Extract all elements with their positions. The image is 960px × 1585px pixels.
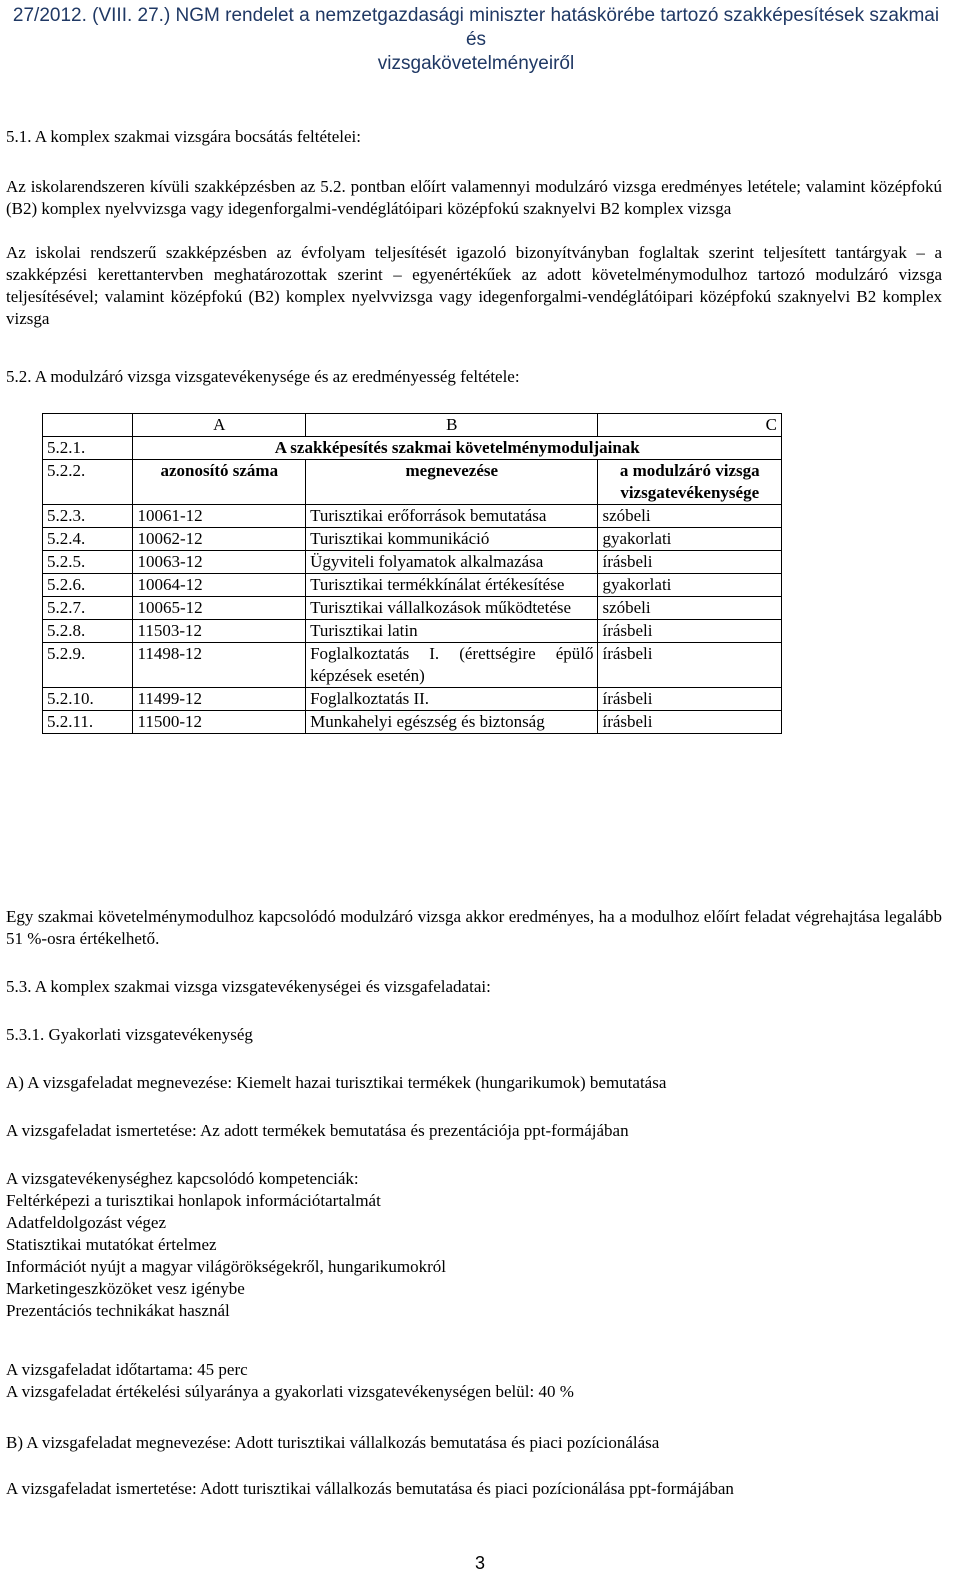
section-5-1-title: 5.1. A komplex szakmai vizsgára bocsátás feltételei: (6, 127, 361, 146)
modules-heading: A szakképesítés szakmai követelménymoduljainak (133, 437, 782, 460)
module-name: Turisztikai kommunikáció (306, 528, 598, 551)
module-activity: gyakorlati (598, 528, 782, 551)
activity-column-heading: a modulzáró vizsga vizsgatevékenysége (598, 460, 782, 505)
col-letter-c: C (598, 414, 782, 437)
row-num: 5.2.2. (43, 460, 133, 505)
module-code: 11498-12 (133, 643, 306, 688)
module-name: Turisztikai latin (306, 620, 598, 643)
module-code: 11500-12 (133, 711, 306, 734)
row-num: 5.2.6. (43, 574, 133, 597)
table-row-5-2-1 (43, 437, 782, 460)
module-activity: szóbeli (598, 505, 782, 528)
page-number: 3 (474, 1553, 485, 1573)
module-name: Turisztikai termékkínálat értékesítése (306, 574, 598, 597)
table-row (43, 574, 782, 597)
table-row (43, 643, 782, 688)
table-row-5-2-2 (43, 460, 782, 505)
row-num: 5.2.3. (43, 505, 133, 528)
table-row (43, 597, 782, 620)
competencies-block (6, 1168, 942, 1322)
module-activity: írásbeli (598, 688, 782, 711)
list-item: Prezentációs technikákat használ (6, 1301, 230, 1320)
section-5-3-1-title: 5.3.1. Gyakorlati vizsgatevékenység (6, 1025, 253, 1044)
module-activity: írásbeli (598, 620, 782, 643)
module-code: 10061-12 (133, 505, 306, 528)
row-num: 5.2.7. (43, 597, 133, 620)
module-activity: írásbeli (598, 551, 782, 574)
list-item: Feltérképezi a turisztikai honlapok információtartalmát (6, 1191, 381, 1210)
task-a-meta (6, 1359, 942, 1403)
row-num: 5.2.8. (43, 620, 133, 643)
header-line-2: vizsgakövetelményeiről (377, 53, 575, 74)
module-name: Turisztikai vállalkozások működtetése (306, 597, 598, 620)
module-activity: írásbeli (598, 643, 782, 688)
module-activity: írásbeli (598, 711, 782, 734)
section-5-2-title: 5.2. A modulzáró vizsga vizsgatevékenysége és az eredményesség feltétele: (6, 367, 520, 386)
row-num: 5.2.9. (43, 643, 133, 688)
competencies-title: A vizsgatevékenységhez kapcsolódó kompetenciák: (6, 1169, 359, 1188)
module-name: Foglalkoztatás II. (306, 688, 598, 711)
table-row (43, 688, 782, 711)
section-5-1-para-2: Az iskolai rendszerű szakképzésben az évfolyam teljesítését igazoló bizonyítványban foglaltak szerint teljesített tantárgyak – a szakképzési kerettantervben meghatározottak szerint – egyenértékűek az adott követelménymodulhoz tartozó modulzáró vizsga teljesítésével; valamint középfokú (B2) komplex nyelvvizsga vagy idegenforgalmi-vendéglátóipari középfokú szaknyelvi B2 komplex vizsga (6, 243, 942, 328)
id-column-heading: azonosító száma (133, 460, 306, 505)
table-row (43, 551, 782, 574)
module-code: 11503-12 (133, 620, 306, 643)
table-header-letters (43, 414, 782, 437)
task-weight: A vizsgafeladat értékelési súlyaránya a gyakorlati vizsgatevékenységen belül: 40 % (6, 1382, 574, 1401)
list-item: Marketingeszközöket vesz igénybe (6, 1279, 245, 1298)
section-5-1-para-1: Az iskolarendszeren kívüli szakképzésben az 5.2. pontban előírt valamennyi modulzáró vizsga eredményes letétele; valamint középfokú (B2) komplex nyelvvizsga vagy idegenforgalmi-vendéglátóipari középfokú szaknyelvi B2 komplex vizsga (6, 177, 942, 218)
module-code: 10062-12 (133, 528, 306, 551)
module-code: 10065-12 (133, 597, 306, 620)
list-item: Adatfeldolgozást végez (6, 1213, 167, 1232)
task-duration: A vizsgafeladat időtartama: 45 perc (6, 1360, 248, 1379)
section-5-3-title: 5.3. A komplex szakmai vizsga vizsgatevékenységei és vizsgafeladatai: (6, 977, 491, 996)
table-row (43, 620, 782, 643)
col-letter-a: A (133, 414, 306, 437)
list-item: Statisztikai mutatókat értelmez (6, 1235, 217, 1254)
row-num: 5.2.11. (43, 711, 133, 734)
task-a-description: A vizsgafeladat ismertetése: Az adott termékek bemutatása és prezentációja ppt-formájában (6, 1121, 629, 1140)
row-num: 5.2.4. (43, 528, 133, 551)
table-row (43, 505, 782, 528)
module-name: Turisztikai erőforrások bemutatása (306, 505, 598, 528)
row-num: 5.2.5. (43, 551, 133, 574)
module-activity: szóbeli (598, 597, 782, 620)
col-letter-b: B (306, 414, 598, 437)
module-code: 10064-12 (133, 574, 306, 597)
module-activity: gyakorlati (598, 574, 782, 597)
table-row (43, 528, 782, 551)
task-b-name: B) A vizsgafeladat megnevezése: Adott turisztikai vállalkozás bemutatása és piaci pozícionálása (6, 1433, 660, 1452)
module-name: Munkahelyi egészség és biztonság (306, 711, 598, 734)
module-name: Ügyviteli folyamatok alkalmazása (306, 551, 598, 574)
module-code: 11499-12 (133, 688, 306, 711)
task-b-description: A vizsgafeladat ismertetése: Adott turisztikai vállalkozás bemutatása és piaci pozícionálása ppt-formájában (6, 1479, 734, 1498)
module-code: 10063-12 (133, 551, 306, 574)
header-line-1: 27/2012. (VIII. 27.) NGM rendelet a nemzetgazdasági miniszter hatáskörébe tartozó szakképesítések szakmai és (12, 5, 940, 50)
list-item: Információt nyújt a magyar világörökségekről, hungarikumokról (6, 1257, 446, 1276)
name-column-heading: megnevezése (306, 460, 598, 505)
after-table-note: Egy szakmai követelménymodulhoz kapcsolódó modulzáró vizsga akkor eredményes, ha a modulhoz előírt feladat végrehajtása legalább 51 %-osra értékelhető. (6, 907, 942, 948)
page-header (6, 4, 946, 76)
module-table (42, 413, 782, 734)
module-name: Foglalkoztatás I. (érettségire épülő képzések esetén) (306, 643, 598, 688)
row-num: 5.2.10. (43, 688, 133, 711)
task-a-name: A) A vizsgafeladat megnevezése: Kiemelt hazai turisztikai termékek (hungarikumok) bemutatása (6, 1073, 667, 1092)
table-row (43, 711, 782, 734)
row-num: 5.2.1. (43, 437, 133, 460)
